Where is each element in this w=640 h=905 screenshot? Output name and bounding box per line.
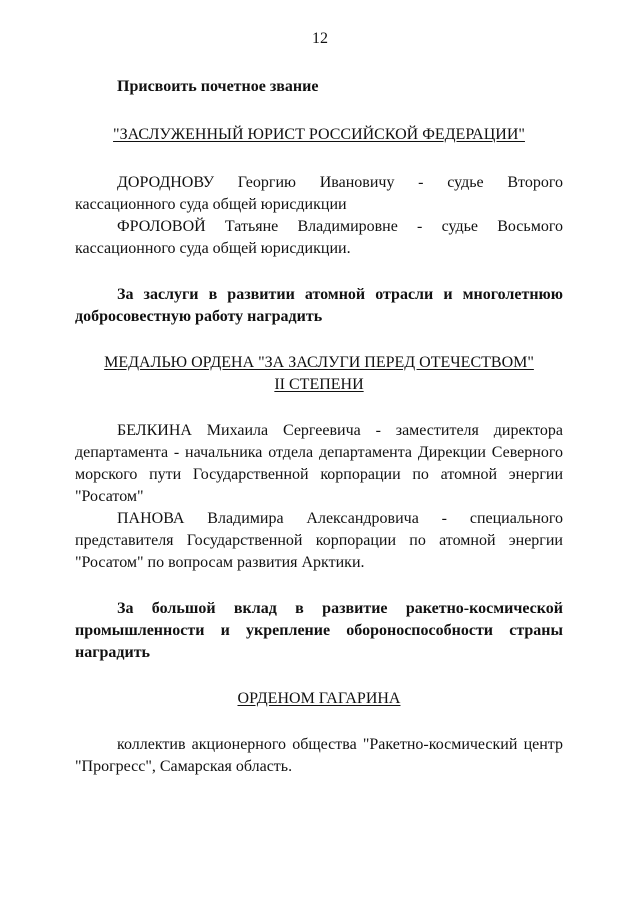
section1-award-title: "ЗАСЛУЖЕННЫЙ ЮРИСТ РОССИЙСКОЙ ФЕДЕРАЦИИ" bbox=[113, 126, 525, 143]
page-number: 12 bbox=[312, 30, 328, 47]
document-body bbox=[75, 76, 563, 778]
section3-intro: За большой вклад в развитие ракетно-космической промышленности и укрепление обороноспособности страны наградить bbox=[75, 600, 563, 661]
section1-recipient-2: ФРОЛОВОЙ Татьяне Владимировне - судье Восьмого кассационного суда общей юрисдикции. bbox=[75, 218, 563, 257]
section2-intro: За заслуги в развитии атомной отрасли и многолетнюю добросовестную работу наградить bbox=[75, 286, 563, 325]
section1-intro: Присвоить почетное звание bbox=[117, 78, 319, 95]
section2-award-title-line2: II СТЕПЕНИ bbox=[274, 376, 364, 393]
section3-recipient-1: коллектив акционерного общества "Ракетно-космический центр "Прогресс", Самарская область. bbox=[75, 736, 563, 775]
section2-award-title-line1: МЕДАЛЬЮ ОРДЕНА "ЗА ЗАСЛУГИ ПЕРЕД ОТЕЧЕСТВОМ" bbox=[104, 354, 534, 371]
section2-recipient-1: БЕЛКИНА Михаила Сергеевича - заместителя директора департамента - начальника отдела департамента Дирекции Северного морского пути Государственной корпорации по атомной энергии "Росатом" bbox=[75, 422, 563, 505]
section1-recipient-1: ДОРОДНОВУ Георгию Ивановичу - судье Второго кассационного суда общей юрисдикции bbox=[75, 174, 563, 213]
section2-recipient-2: ПАНОВА Владимира Александровича - специального представителя Государственной корпорации по атомной энергии "Росатом" по вопросам развития Арктики. bbox=[75, 510, 563, 571]
section3-award-title: ОРДЕНОМ ГАГАРИНА bbox=[237, 690, 401, 707]
